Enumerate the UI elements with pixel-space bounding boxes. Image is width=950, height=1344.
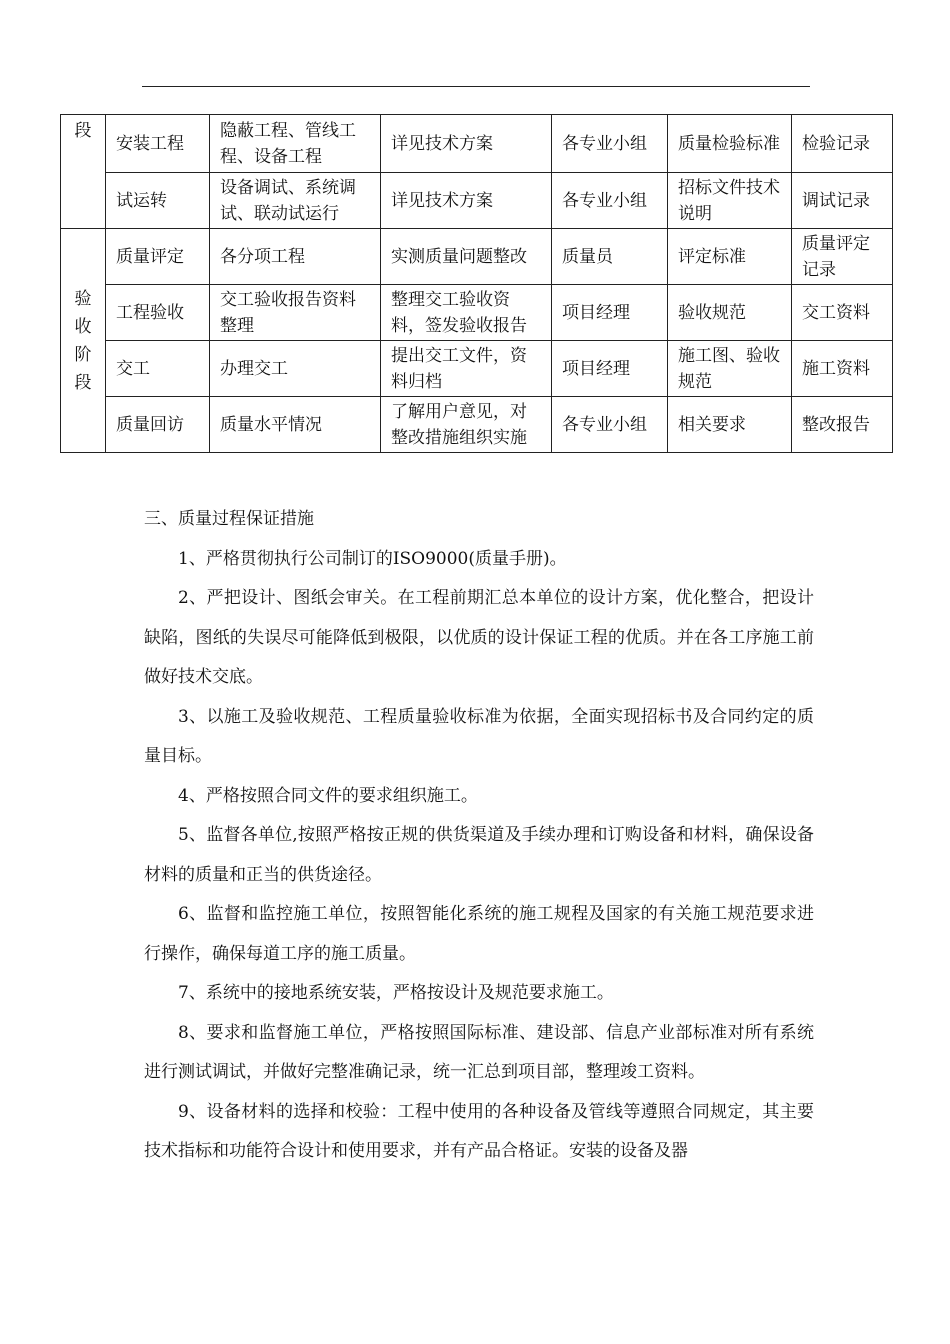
stage-label: 验收阶段: [74, 288, 92, 393]
header-rule: [142, 86, 810, 87]
table-cell: 安装工程: [106, 115, 210, 173]
section-heading: 三、质量过程保证措施: [144, 509, 314, 529]
table-cell: 检验记录: [792, 115, 893, 173]
stage-label: 段: [74, 121, 92, 141]
table-cell: 施工图、验收规范: [668, 341, 792, 397]
table-cell: 隐蔽工程、管线工程、设备工程: [210, 115, 381, 173]
table-cell: 整改报告: [792, 397, 893, 453]
table-row: [61, 397, 893, 453]
table-cell: 质量检验标准: [668, 115, 792, 173]
paragraph-3: 3、以施工及验收规范、工程质量验收标准为依据，全面实现招标书及合同约定的质量目标。: [144, 706, 814, 766]
table-cell: 项目经理: [552, 285, 668, 341]
table-cell: 验收规范: [668, 285, 792, 341]
quality-control-table: [60, 114, 893, 453]
table-row: [61, 229, 893, 285]
paragraph-1: 1、严格贯彻执行公司制订的ISO9000(质量手册)。: [178, 548, 567, 569]
table-cell: 实测质量问题整改: [381, 229, 552, 285]
table-row: [61, 341, 893, 397]
table-cell: 试运转: [106, 173, 210, 229]
table-cell: 各专业小组: [552, 397, 668, 453]
table-cell: 工程验收: [106, 285, 210, 341]
table-cell: 质量员: [552, 229, 668, 285]
table-cell: 整理交工验收资料，签发验收报告: [381, 285, 552, 341]
stage-cell-construction: [61, 115, 106, 229]
stage-cell-acceptance: [61, 229, 106, 453]
paragraph-4: 4、严格按照合同文件的要求组织施工。: [178, 785, 478, 806]
table-cell: 各专业小组: [552, 115, 668, 173]
section-body: [144, 500, 814, 1172]
table-cell: 交工验收报告资料整理: [210, 285, 381, 341]
table-cell: 质量评定: [106, 229, 210, 285]
table-cell: 相关要求: [668, 397, 792, 453]
table-row: [61, 285, 893, 341]
table-cell: 办理交工: [210, 341, 381, 397]
table-cell: 招标文件技术说明: [668, 173, 792, 229]
table-cell: 提出交工文件，资料归档: [381, 341, 552, 397]
table-cell: 施工资料: [792, 341, 893, 397]
table-cell: 调试记录: [792, 173, 893, 229]
table-row: [61, 115, 893, 173]
table-cell: 各分项工程: [210, 229, 381, 285]
paragraph-9: 9、设备材料的选择和校验：工程中使用的各种设备及管线等遵照合同规定，其主要技术指标和功能符合设计和使用要求，并有产品合格证。安装的设备及器: [144, 1101, 814, 1161]
table-cell: 详见技术方案: [381, 115, 552, 173]
table-cell: 项目经理: [552, 341, 668, 397]
table-row: [61, 173, 893, 229]
table-cell: 了解用户意见，对整改措施组织实施: [381, 397, 552, 453]
paragraph-8: 8、要求和监督施工单位，严格按照国际标准、建设部、信息产业部标准对所有系统进行测试调试，并做好完整准确记录，统一汇总到项目部，整理竣工资料。: [144, 1022, 814, 1082]
paragraph-2: 2、严把设计、图纸会审关。在工程前期汇总本单位的设计方案，优化整合，把设计缺陷，图纸的失误尽可能降低到极限，以优质的设计保证工程的优质。并在各工序施工前做好技术交底。: [144, 588, 814, 687]
table-cell: 交工: [106, 341, 210, 397]
table-cell: 质量水平情况: [210, 397, 381, 453]
table-cell: 设备调试、系统调试、联动试运行: [210, 173, 381, 229]
paragraph-5: 5、监督各单位,按照严格按正规的供货渠道及手续办理和订购设备和材料，确保设备材料的质量和正当的供货途径。: [144, 825, 814, 885]
table-cell: 质量回访: [106, 397, 210, 453]
paragraph-7: 7、系统中的接地系统安装，严格按设计及规范要求施工。: [178, 983, 614, 1003]
table-cell: 详见技术方案: [381, 173, 552, 229]
table-cell: 质量评定记录: [792, 229, 893, 285]
table-cell: 各专业小组: [552, 173, 668, 229]
paragraph-6: 6、监督和监控施工单位，按照智能化系统的施工规程及国家的有关施工规范要求进行操作，确保每道工序的施工质量。: [144, 904, 814, 964]
table-cell: 评定标准: [668, 229, 792, 285]
table-cell: 交工资料: [792, 285, 893, 341]
